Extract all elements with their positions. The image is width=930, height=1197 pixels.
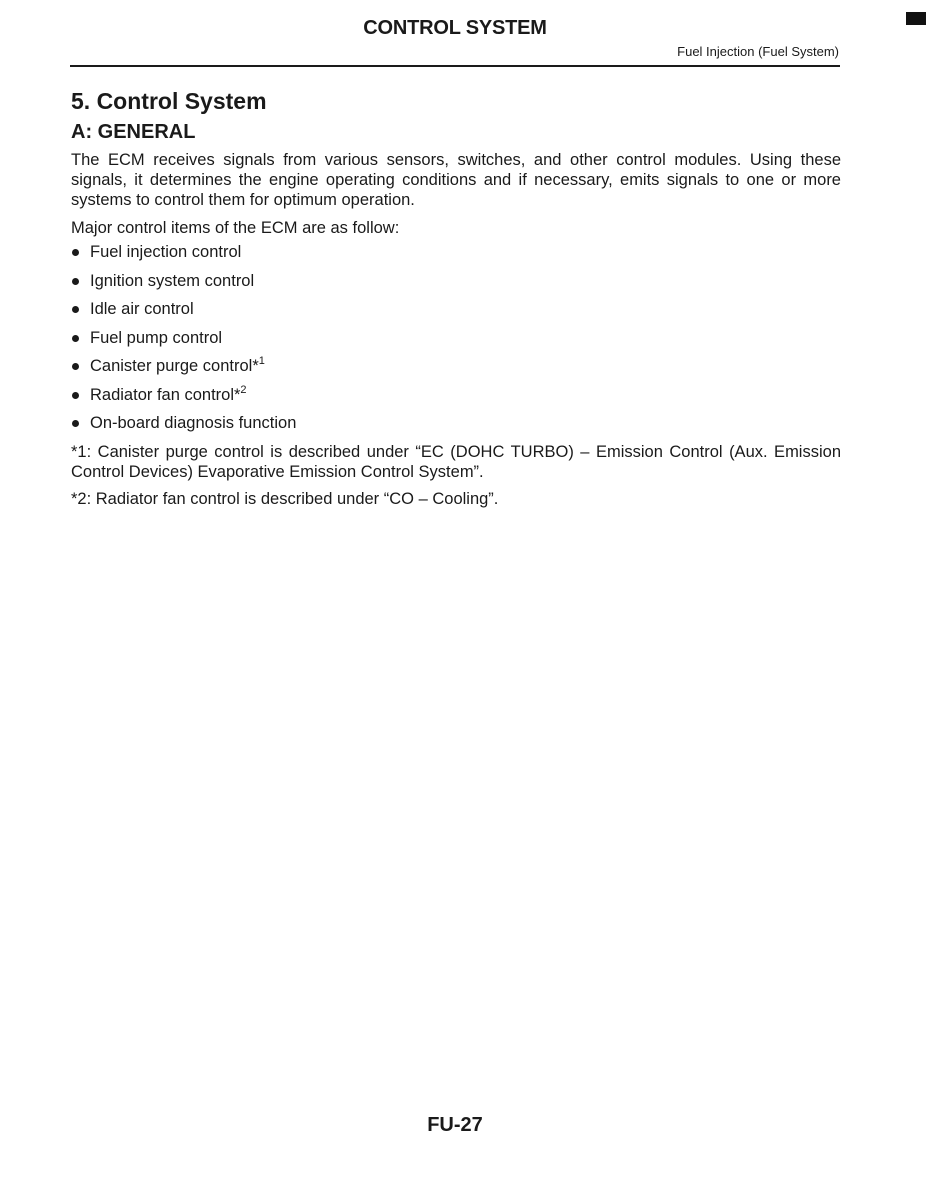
page-header-title: CONTROL SYSTEM (363, 17, 547, 39)
footnote-1: *1: Canister purge control is described under “EC (DOHC TURBO) – Emission Control (Aux. Emission Control Devices) Evaporative Emission Control System”. (71, 442, 841, 481)
list-item (71, 299, 841, 328)
lead-paragraph: Major control items of the ECM are as follow: (71, 219, 400, 237)
page-content (71, 86, 841, 509)
list-item (71, 328, 841, 357)
subsection-title: A: GENERAL (71, 121, 196, 143)
bullet-icon (72, 278, 79, 285)
section-title: 5. Control System (71, 88, 267, 114)
page-number: FU-27 (427, 1114, 483, 1136)
list-item (71, 242, 841, 271)
bullet-icon (72, 420, 79, 427)
footnote-2: *2: Radiator fan control is described under “CO – Cooling”. (71, 489, 499, 508)
list-item-text: Ignition system control (90, 271, 255, 290)
intro-paragraph: The ECM receives signals from various sensors, switches, and other control modules. Using these signals, it determines the engine operating conditions and if necessary, emits signals to one or more systems to control them for optimum operation. (71, 151, 841, 209)
list-item-text: Radiator fan control*$^2$ (90, 383, 247, 404)
list-item (71, 271, 841, 300)
list-item (71, 413, 841, 442)
list-item-text: Idle air control (90, 300, 194, 318)
list-item-text: Fuel injection control (90, 243, 242, 261)
list-item (71, 356, 841, 385)
footnote-marker: 1 (258, 355, 265, 367)
footnote-marker: 2 (240, 383, 247, 396)
bullet-icon (72, 335, 79, 342)
bullet-icon (72, 249, 79, 256)
control-items-list (71, 242, 841, 442)
list-item (71, 385, 841, 414)
list-item-text: On-board diagnosis function (90, 414, 297, 432)
bullet-icon (72, 306, 79, 313)
header-divider (70, 65, 840, 67)
page-header-subtitle: Fuel Injection (Fuel System) (677, 44, 839, 59)
bullet-icon (72, 363, 79, 370)
corner-tab-mark (906, 12, 926, 25)
list-item-text: Fuel pump control (90, 328, 223, 347)
list-item-text: Canister purge control*$^1$ (90, 355, 265, 375)
bullet-icon (72, 392, 79, 399)
